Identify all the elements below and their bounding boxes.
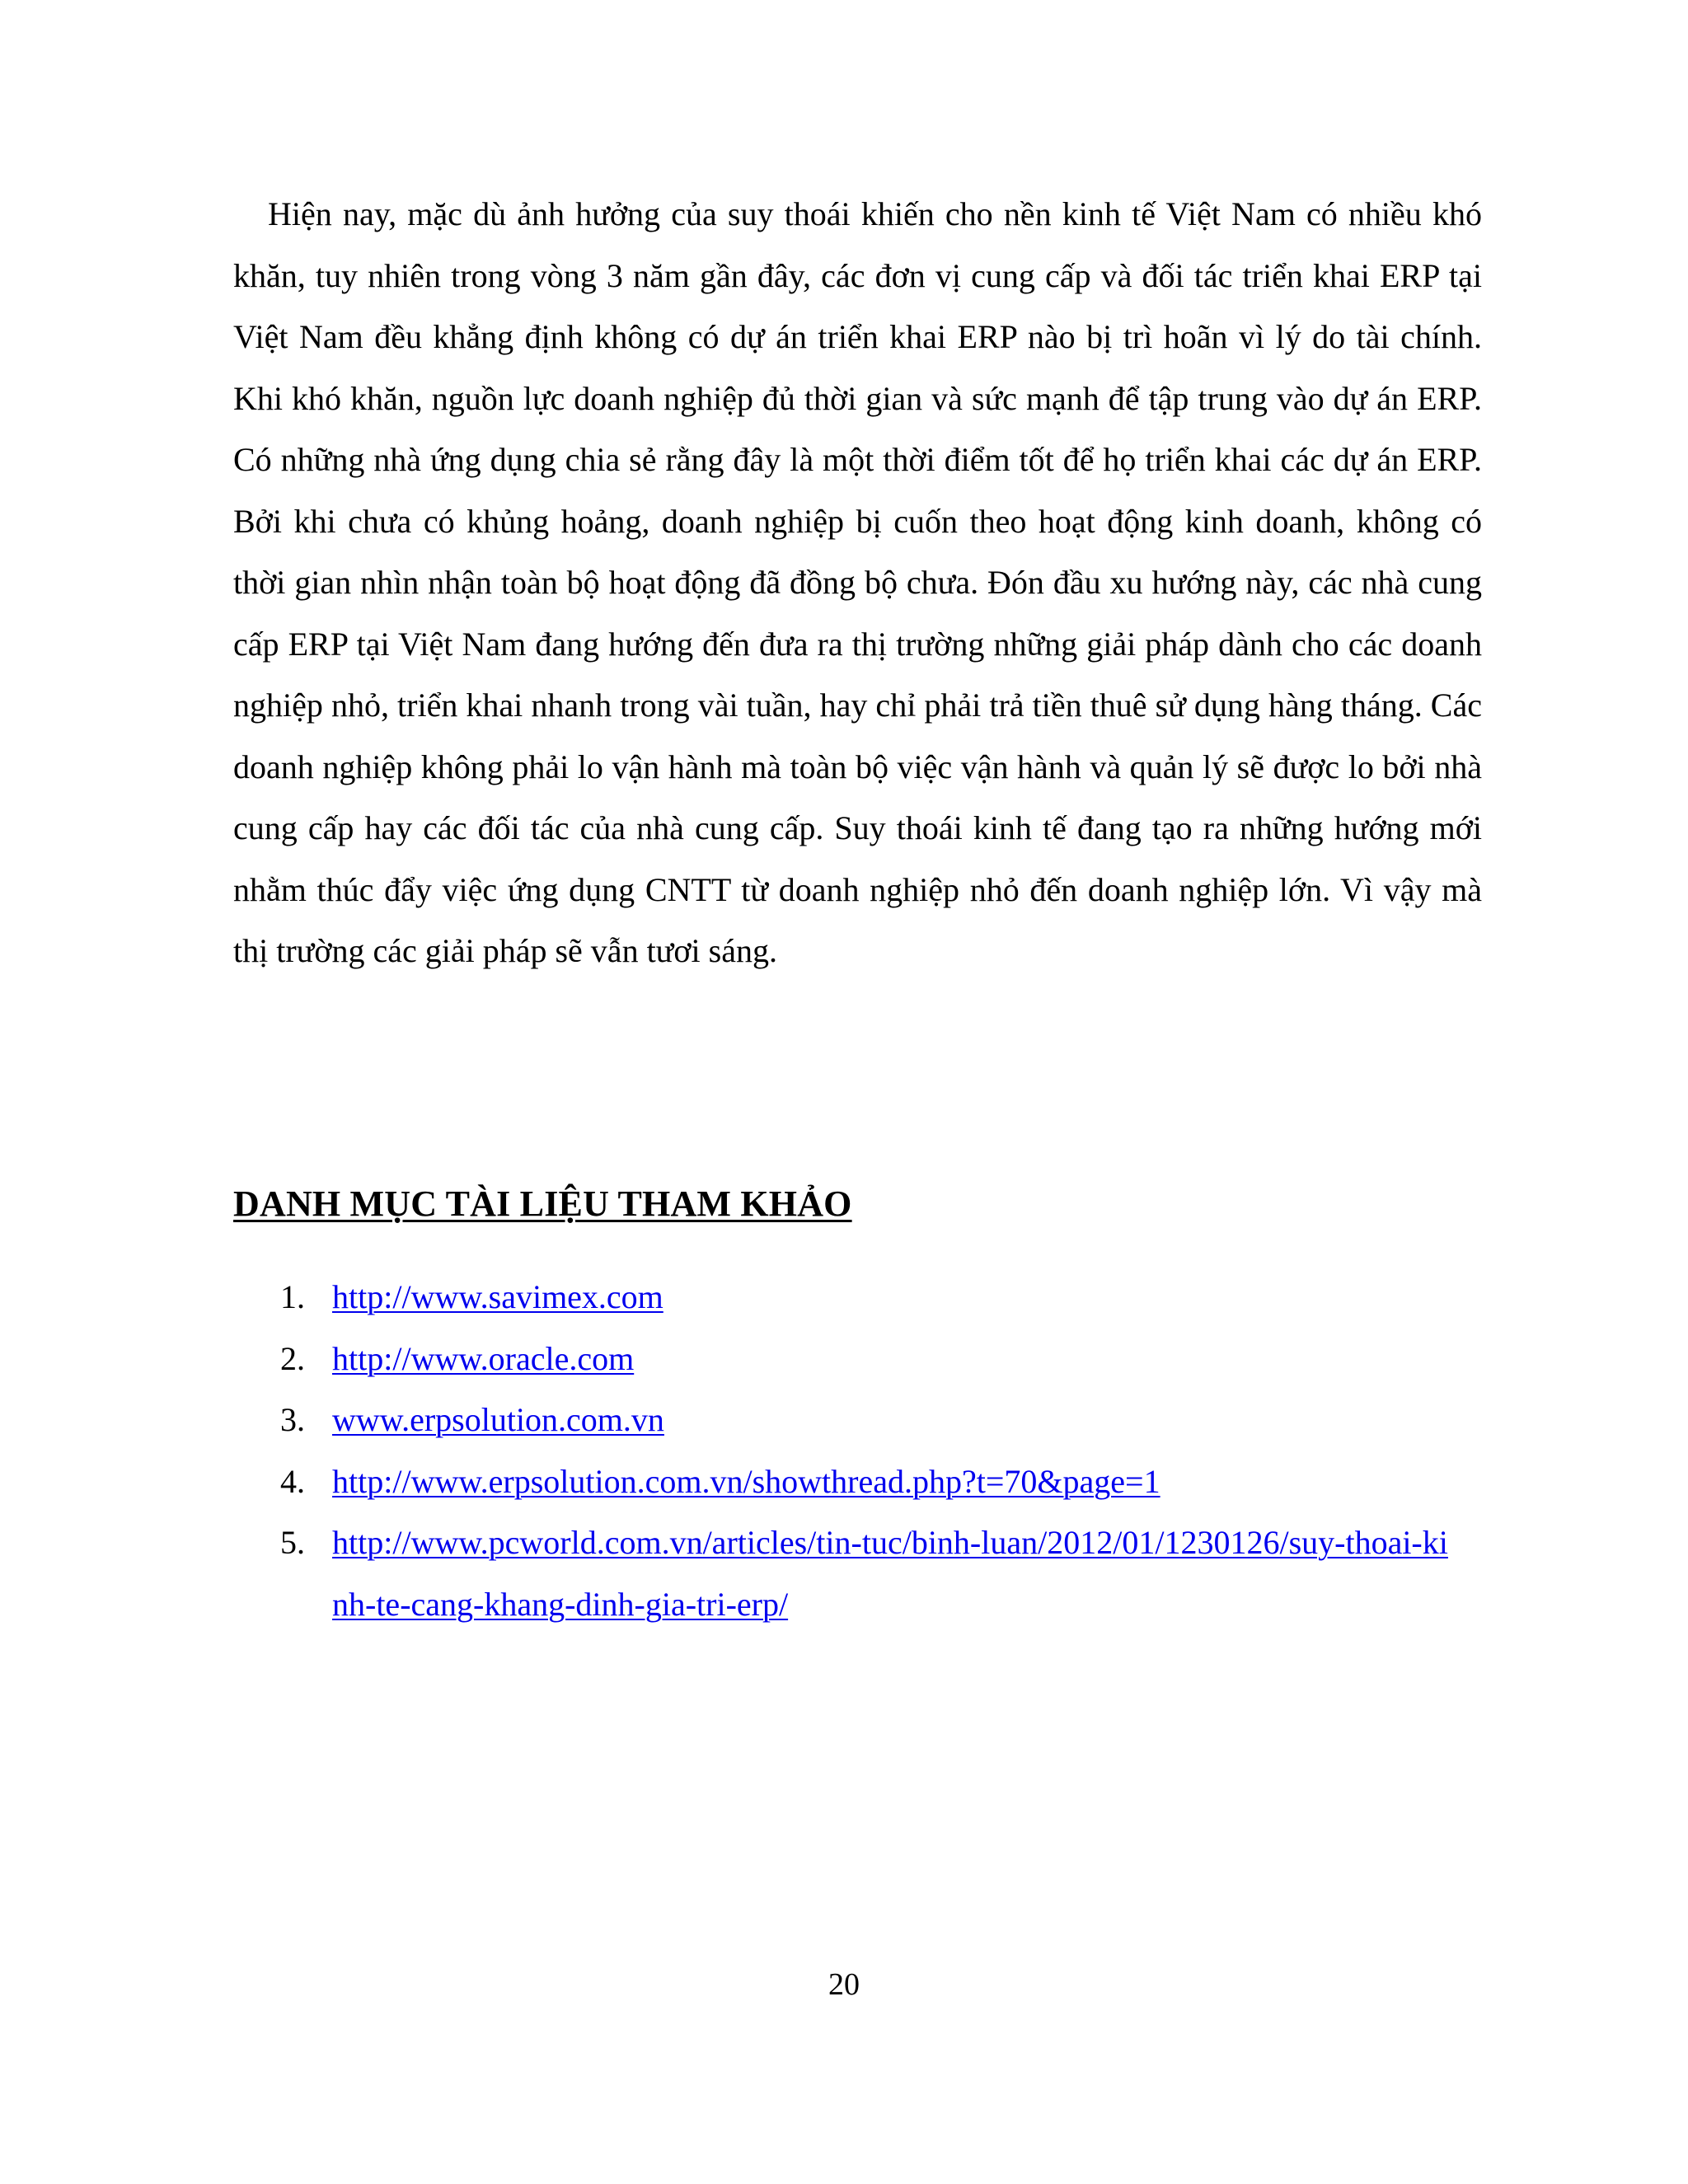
reference-link[interactable]: http://www.savimex.com [332, 1278, 663, 1315]
reference-number: 1. [280, 1278, 305, 1315]
reference-number: 5. [280, 1524, 305, 1561]
references-list [233, 1267, 1453, 1635]
reference-item [233, 1390, 1453, 1451]
body-paragraph: Hiện nay, mặc dù ảnh hưởng của suy thoái khiến cho nền kinh tế Việt Nam có nhiều khó khăn, tuy nhiên trong vòng 3 năm gần đây, các đơn vị cung cấp và đối tác triển khai ERP tại Việt Nam đều khẳng định không có dự án triển khai ERP nào bị trì hoãn vì lý do tài chính. Khi khó khăn, nguồn lực doanh nghiệp đủ thời gian và sức mạnh để tập trung vào dự án ERP. Có những nhà ứng dụng chia sẻ rằng đây là một thời điểm tốt để họ triển khai các dự án ERP. Bởi khi chưa có khủng hoảng, doanh nghiệp bị cuốn theo hoạt động kinh doanh, không có thời gian nhìn nhận toàn bộ hoạt động đã đồng bộ chưa. Đón đầu xu hướng này, các nhà cung cấp ERP tại Việt Nam đang hướng đến đưa ra thị trường những giải pháp dành cho các doanh nghiệp nhỏ, triển khai nhanh trong vài tuần, hay chỉ phải trả tiền thuê sử dụng hàng tháng. Các doanh nghiệp không phải lo vận hành mà toàn bộ việc vận hành và quản lý sẽ được lo bởi nhà cung cấp hay các đối tác của nhà cung cấp. Suy thoái kinh tế đang tạo ra những hướng mới nhằm thúc đẩy việc ứng dụng CNTT từ doanh nghiệp nhỏ đến doanh nghiệp lớn. Vì vậy mà thị trường các giải pháp sẽ vẫn tươi sáng. [233, 195, 1482, 969]
reference-item [233, 1451, 1453, 1513]
reference-link[interactable]: http://www.pcworld.com.vn/articles/tin-tuc/binh-luan/2012/01/1230126/suy-thoai-kinh-te-cang-khang-dinh-gia-tri-erp/ [332, 1524, 1448, 1623]
reference-number: 3. [280, 1401, 305, 1438]
reference-number: 4. [280, 1462, 305, 1500]
references-heading: DANH MỤC TÀI LIỆU THAM KHẢO [233, 1183, 852, 1224]
page-number: 20 [828, 1967, 860, 2002]
reference-link[interactable]: http://www.erpsolution.com.vn/showthread.php?t=70&page=1 [332, 1462, 1160, 1500]
reference-item [233, 1267, 1453, 1329]
reference-number: 2. [280, 1339, 305, 1377]
reference-link[interactable]: www.erpsolution.com.vn [332, 1401, 664, 1438]
reference-link[interactable]: http://www.oracle.com [332, 1339, 635, 1377]
reference-item [233, 1512, 1453, 1635]
reference-item [233, 1329, 1453, 1390]
